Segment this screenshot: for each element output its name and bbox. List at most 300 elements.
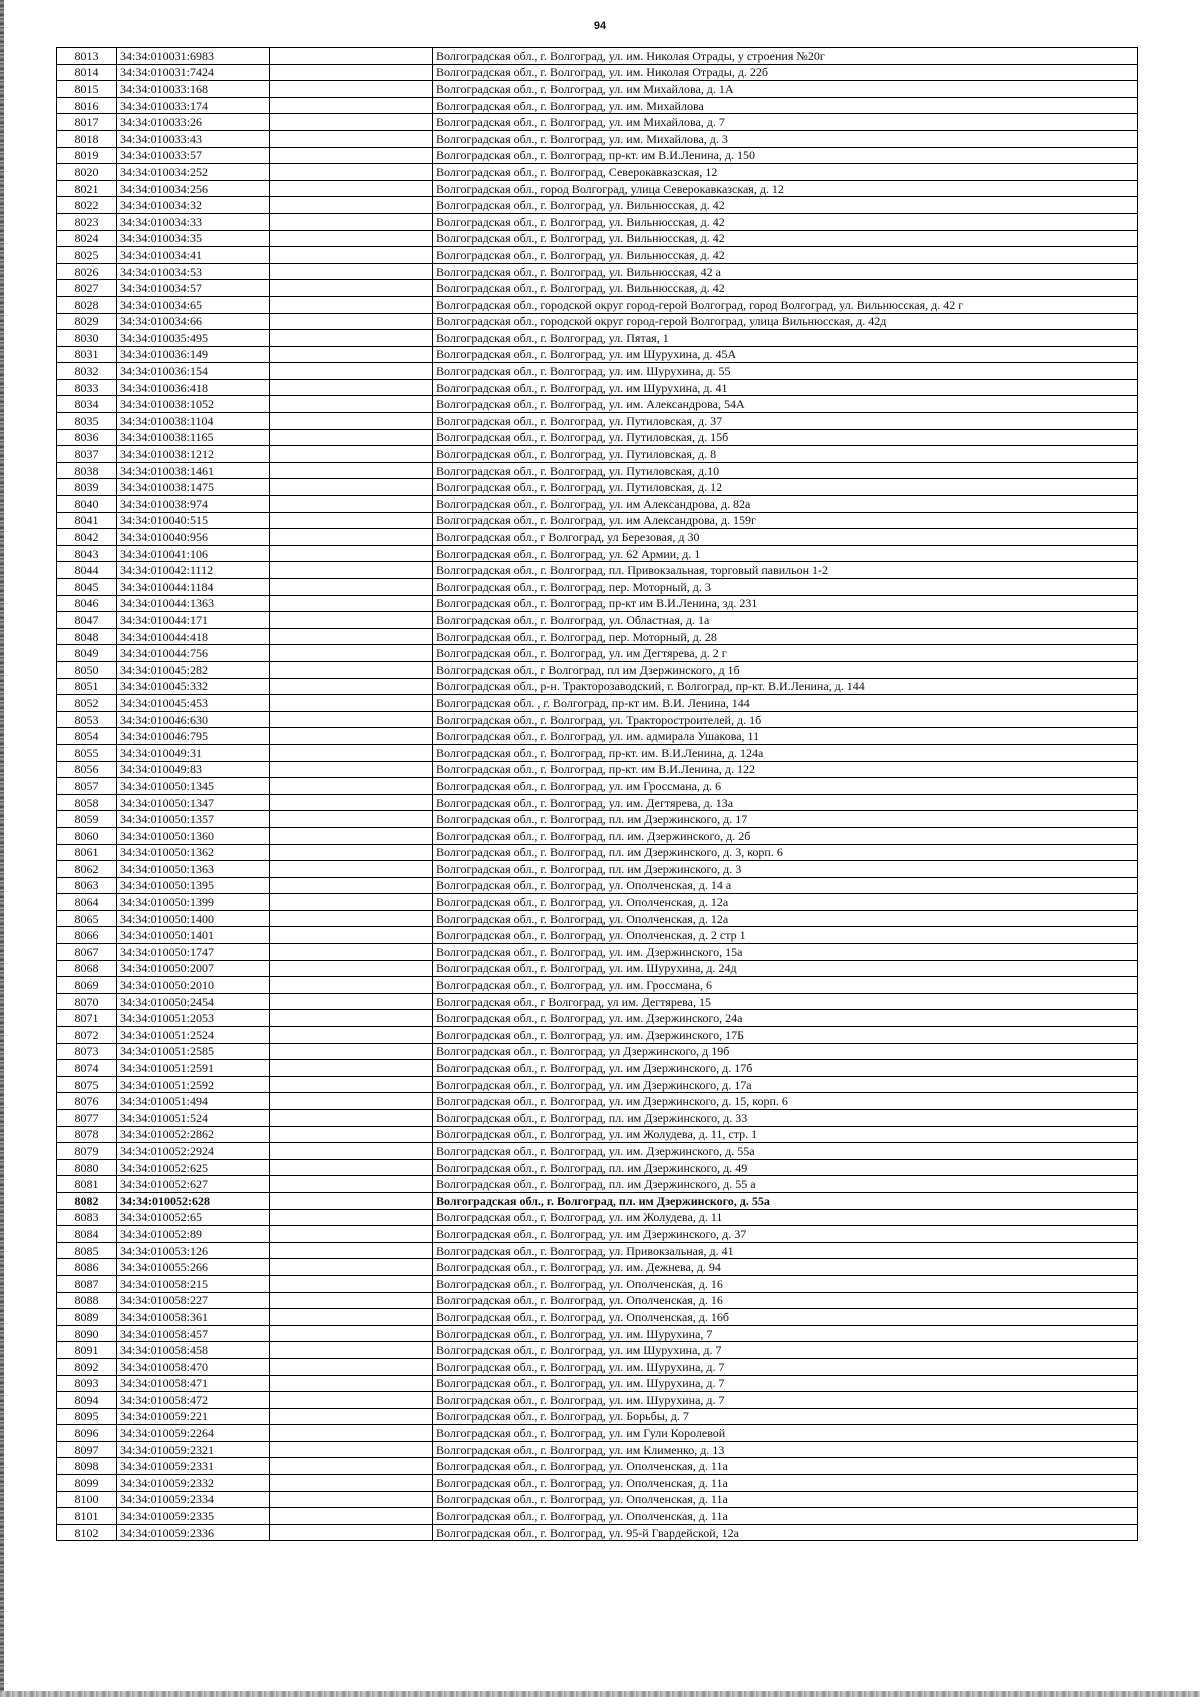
address: Волгоградская обл., городской округ город-герой Волгоград, город Волгоград, ул. Вильнюсская, д. 42 г (433, 296, 1138, 313)
address: Волгоградская обл., г. Волгоград, пл. Привокзальная, торговый павильон 1-2 (433, 562, 1138, 579)
row-number: 8018 (57, 130, 117, 147)
address: Волгоградская обл., г. Волгоград, ул. им Михайлова, д. 7 (433, 114, 1138, 131)
cadastral-number: 34:34:010051:494 (117, 1093, 270, 1110)
row-number: 8047 (57, 612, 117, 629)
row-number: 8035 (57, 413, 117, 430)
row-number: 8087 (57, 1275, 117, 1292)
table-row (57, 1508, 1138, 1525)
scan-edge-bottom (0, 1691, 1200, 1697)
empty-cell (270, 1524, 433, 1541)
address: Волгоградская обл., городской округ город-герой Волгоград, улица Вильнюсская, д. 42д (433, 313, 1138, 330)
table-row (57, 213, 1138, 230)
address: Волгоградская обл., г. Волгоград, ул. Путиловская, д. 15б (433, 429, 1138, 446)
address: Волгоградская обл., г. Волгоград, ул. им. Дзержинского, д. 55а (433, 1143, 1138, 1160)
address: Волгоградская обл., г. Волгоград, ул. Вильнюсская, д. 42 (433, 230, 1138, 247)
empty-cell (270, 1375, 433, 1392)
empty-cell (270, 1491, 433, 1508)
table-row (57, 413, 1138, 430)
empty-cell (270, 1458, 433, 1475)
table-row (57, 579, 1138, 596)
cadastral-number: 34:34:010052:89 (117, 1226, 270, 1243)
table-row (57, 1027, 1138, 1044)
row-number: 8084 (57, 1226, 117, 1243)
empty-cell (270, 1076, 433, 1093)
empty-cell (270, 1292, 433, 1309)
table-row (57, 1425, 1138, 1442)
address: Волгоградская обл., г. Волгоград, ул. им Дегтярева, д. 2 г (433, 645, 1138, 662)
table-row (57, 1060, 1138, 1077)
cadastral-number: 34:34:010058:215 (117, 1275, 270, 1292)
row-number: 8046 (57, 595, 117, 612)
page-number: 94 (593, 20, 607, 32)
empty-cell (270, 1441, 433, 1458)
empty-cell (270, 1508, 433, 1525)
address: Волгоградская обл., г. Волгоград, ул. им Гули Королевой (433, 1425, 1138, 1442)
address: Волгоградская обл., г. Волгоград, ул. Путиловская, д. 8 (433, 446, 1138, 463)
cadastral-number: 34:34:010038:1104 (117, 413, 270, 430)
address: Волгоградская обл., г. Волгоград, ул. им Александрова, д. 159г (433, 512, 1138, 529)
cadastral-number: 34:34:010033:43 (117, 130, 270, 147)
table-row (57, 1143, 1138, 1160)
cadastral-number: 34:34:010044:171 (117, 612, 270, 629)
table-row (57, 993, 1138, 1010)
empty-cell (270, 330, 433, 347)
row-number: 8013 (57, 48, 117, 65)
empty-cell (270, 64, 433, 81)
address: Волгоградская обл., г. Волгоград, ул. Ополченская, д. 11а (433, 1491, 1138, 1508)
empty-cell (270, 1143, 433, 1160)
empty-cell (270, 230, 433, 247)
cadastral-number: 34:34:010049:31 (117, 744, 270, 761)
row-number: 8062 (57, 861, 117, 878)
cadastral-number: 34:34:010059:221 (117, 1408, 270, 1425)
empty-cell (270, 744, 433, 761)
cadastral-number: 34:34:010044:756 (117, 645, 270, 662)
table-row (57, 977, 1138, 994)
address: Волгоградская обл., г. Волгоград, ул. им. Шурухина, д. 7 (433, 1358, 1138, 1375)
address: Волгоградская обл., г. Волгоград, ул. им. Дзержинского, 17Б (433, 1027, 1138, 1044)
table-row (57, 446, 1138, 463)
row-number: 8025 (57, 247, 117, 264)
cadastral-number: 34:34:010033:57 (117, 147, 270, 164)
cadastral-number: 34:34:010031:7424 (117, 64, 270, 81)
registry-table-body (57, 48, 1138, 1541)
row-number: 8040 (57, 496, 117, 513)
address: Волгоградская обл., г. Волгоград, пр-кт. им В.И.Ленина, д. 122 (433, 761, 1138, 778)
address: Волгоградская обл., г. Волгоград, ул. им. Шурухина, 7 (433, 1325, 1138, 1342)
empty-cell (270, 761, 433, 778)
cadastral-number: 34:34:010051:2591 (117, 1060, 270, 1077)
table-row (57, 1375, 1138, 1392)
address: Волгоградская обл., г. Волгоград, ул. Привокзальная, д. 41 (433, 1242, 1138, 1259)
address: Волгоградская обл., г. Волгоград, ул. Вильнюсская, д. 42 (433, 213, 1138, 230)
row-number: 8086 (57, 1259, 117, 1276)
row-number: 8065 (57, 910, 117, 927)
row-number: 8063 (57, 877, 117, 894)
table-row (57, 1242, 1138, 1259)
table-row (57, 247, 1138, 264)
table-row (57, 114, 1138, 131)
address: Волгоградская обл., г. Волгоград, пл. им Дзержинского, д. 55а (433, 1192, 1138, 1209)
cadastral-number: 34:34:010034:65 (117, 296, 270, 313)
row-number: 8023 (57, 213, 117, 230)
cadastral-number: 34:34:010052:65 (117, 1209, 270, 1226)
row-number: 8070 (57, 993, 117, 1010)
table-row (57, 612, 1138, 629)
row-number: 8085 (57, 1242, 117, 1259)
cadastral-number: 34:34:010038:974 (117, 496, 270, 513)
table-row (57, 811, 1138, 828)
cadastral-number: 34:34:010058:457 (117, 1325, 270, 1342)
empty-cell (270, 164, 433, 181)
address: Волгоградская обл., г. Волгоград, ул. им. Дзержинского, 15а (433, 944, 1138, 961)
address: Волгоградская обл., г. Волгоград, ул. Путиловская, д. 12 (433, 479, 1138, 496)
table-row (57, 695, 1138, 712)
address: Волгоградская обл., г. Волгоград, ул. им Жолудева, д. 11 (433, 1209, 1138, 1226)
address: Волгоградская обл., г. Волгоград, ул. им. адмирала Ушакова, 11 (433, 728, 1138, 745)
address: Волгоградская обл., г. Волгоград, ул. Ополченская, д. 2 стр 1 (433, 927, 1138, 944)
table-row (57, 778, 1138, 795)
empty-cell (270, 1093, 433, 1110)
address: Волгоградская обл., г. Волгоград, ул. им. Шурухина, д. 24д (433, 960, 1138, 977)
scan-edge-left (0, 0, 4, 1697)
empty-cell (270, 545, 433, 562)
address: Волгоградская обл., г. Волгоград, ул. им. Дзержинского, 24а (433, 1010, 1138, 1027)
row-number: 8036 (57, 429, 117, 446)
address: Волгоградская обл., г. Волгоград, ул. им. Николая Отрады, д. 22б (433, 64, 1138, 81)
cadastral-number: 34:34:010038:1461 (117, 462, 270, 479)
empty-cell (270, 247, 433, 264)
row-number: 8032 (57, 363, 117, 380)
cadastral-number: 34:34:010036:149 (117, 346, 270, 363)
empty-cell (270, 147, 433, 164)
row-number: 8101 (57, 1508, 117, 1525)
table-row (57, 1209, 1138, 1226)
row-number: 8064 (57, 894, 117, 911)
table-row (57, 910, 1138, 927)
cadastral-number: 34:34:010050:1400 (117, 910, 270, 927)
cadastral-number: 34:34:010050:2454 (117, 993, 270, 1010)
row-number: 8014 (57, 64, 117, 81)
address: Волгоградская обл., г. Волгоград, пр-кт. им В.И.Ленина, д. 150 (433, 147, 1138, 164)
table-row (57, 180, 1138, 197)
address: Волгоградская обл., г. Волгоград, ул. Областная, д. 1а (433, 612, 1138, 629)
table-row (57, 48, 1138, 65)
address: Волгоградская обл., г Волгоград, ул Березовая, д 30 (433, 529, 1138, 546)
cadastral-number: 34:34:010052:625 (117, 1159, 270, 1176)
empty-cell (270, 346, 433, 363)
row-number: 8079 (57, 1143, 117, 1160)
empty-cell (270, 429, 433, 446)
row-number: 8028 (57, 296, 117, 313)
cadastral-number: 34:34:010033:174 (117, 97, 270, 114)
empty-cell (270, 1192, 433, 1209)
table-row (57, 379, 1138, 396)
row-number: 8100 (57, 1491, 117, 1508)
empty-cell (270, 413, 433, 430)
cadastral-number: 34:34:010050:1345 (117, 778, 270, 795)
row-number: 8080 (57, 1159, 117, 1176)
empty-cell (270, 180, 433, 197)
cadastral-number: 34:34:010046:795 (117, 728, 270, 745)
cadastral-number: 34:34:010051:2053 (117, 1010, 270, 1027)
row-number: 8037 (57, 446, 117, 463)
cadastral-number: 34:34:010059:2335 (117, 1508, 270, 1525)
empty-cell (270, 827, 433, 844)
address: Волгоградская обл., г. Волгоград, ул. им. Дегтярева, д. 13а (433, 794, 1138, 811)
table-row (57, 97, 1138, 114)
table-row (57, 711, 1138, 728)
address: Волгоградская обл., г. Волгоград, ул. Тракторостроителей, д. 1б (433, 711, 1138, 728)
empty-cell (270, 728, 433, 745)
address: Волгоградская обл., город Волгоград, улица Северокавказская, д. 12 (433, 180, 1138, 197)
table-row (57, 330, 1138, 347)
address: Волгоградская обл., г. Волгоград, ул. Ополченская, д. 12а (433, 894, 1138, 911)
empty-cell (270, 993, 433, 1010)
address: Волгоградская обл., г. Волгоград, ул. им. Николая Отрады, у строения №20г (433, 48, 1138, 65)
row-number: 8034 (57, 396, 117, 413)
row-number: 8073 (57, 1043, 117, 1060)
empty-cell (270, 81, 433, 98)
table-row (57, 827, 1138, 844)
cadastral-number: 34:34:010050:1347 (117, 794, 270, 811)
cadastral-number: 34:34:010050:1401 (117, 927, 270, 944)
table-row (57, 363, 1138, 380)
table-row (57, 628, 1138, 645)
cadastral-number: 34:34:010034:32 (117, 197, 270, 214)
cadastral-number: 34:34:010051:2592 (117, 1076, 270, 1093)
address: Волгоградская обл., г. Волгоград, ул. им Шурухина, д. 45А (433, 346, 1138, 363)
table-row (57, 1093, 1138, 1110)
address: Волгоградская обл., г. Волгоград, ул. им Клименко, д. 13 (433, 1441, 1138, 1458)
row-number: 8094 (57, 1392, 117, 1409)
cadastral-number: 34:34:010053:126 (117, 1242, 270, 1259)
empty-cell (270, 1342, 433, 1359)
empty-cell (270, 1043, 433, 1060)
table-row (57, 512, 1138, 529)
empty-cell (270, 263, 433, 280)
address: Волгоградская обл., г. Волгоград, ул. им. Александрова, 54А (433, 396, 1138, 413)
empty-cell (270, 97, 433, 114)
row-number: 8054 (57, 728, 117, 745)
address: Волгоградская обл., г. Волгоград, ул. им Михайлова, д. 1А (433, 81, 1138, 98)
empty-cell (270, 1392, 433, 1409)
cadastral-number: 34:34:010044:1184 (117, 579, 270, 596)
cadastral-number: 34:34:010042:1112 (117, 562, 270, 579)
cadastral-number: 34:34:010059:2334 (117, 1491, 270, 1508)
empty-cell (270, 296, 433, 313)
row-number: 8082 (57, 1192, 117, 1209)
table-row (57, 396, 1138, 413)
table-row (57, 661, 1138, 678)
address: Волгоградская обл., г. Волгоград, Северокавказская, 12 (433, 164, 1138, 181)
address: Волгоградская обл., г. Волгоград, ул. Вильнюсская, д. 42 (433, 280, 1138, 297)
table-row (57, 1010, 1138, 1027)
table-row (57, 1159, 1138, 1176)
row-number: 8091 (57, 1342, 117, 1359)
empty-cell (270, 562, 433, 579)
address: Волгоградская обл., г. Волгоград, ул. Ополченская, д. 14 а (433, 877, 1138, 894)
empty-cell (270, 628, 433, 645)
address: Волгоградская обл., г. Волгоград, пл. им Дзержинского, д. 49 (433, 1159, 1138, 1176)
cadastral-number: 34:34:010050:1747 (117, 944, 270, 961)
address: Волгоградская обл., г. Волгоград, ул. им Гроссмана, д. 6 (433, 778, 1138, 795)
empty-cell (270, 197, 433, 214)
row-number: 8026 (57, 263, 117, 280)
cadastral-number: 34:34:010038:1212 (117, 446, 270, 463)
cadastral-number: 34:34:010045:453 (117, 695, 270, 712)
address: Волгоградская обл., г. Волгоград, ул. 95-й Гвардейской, 12а (433, 1524, 1138, 1541)
cadastral-number: 34:34:010050:1357 (117, 811, 270, 828)
empty-cell (270, 1425, 433, 1442)
row-number: 8016 (57, 97, 117, 114)
address: Волгоградская обл., г. Волгоград, ул. им Дзержинского, д. 37 (433, 1226, 1138, 1243)
row-number: 8061 (57, 844, 117, 861)
empty-cell (270, 1408, 433, 1425)
cadastral-number: 34:34:010058:458 (117, 1342, 270, 1359)
row-number: 8029 (57, 313, 117, 330)
table-row (57, 562, 1138, 579)
address: Волгоградская обл., г. Волгоград, ул. Ополченская, д. 16 (433, 1275, 1138, 1292)
address: Волгоградская обл., г. Волгоград, пр-кт им В.И.Ленина, зд. 231 (433, 595, 1138, 612)
row-number: 8078 (57, 1126, 117, 1143)
empty-cell (270, 529, 433, 546)
address: Волгоградская обл., г. Волгоград, ул. Путиловская, д. 37 (433, 413, 1138, 430)
address: Волгоградская обл. , г. Волгоград, пр-кт им. В.И. Ленина, 144 (433, 695, 1138, 712)
empty-cell (270, 778, 433, 795)
table-row (57, 678, 1138, 695)
row-number: 8069 (57, 977, 117, 994)
cadastral-number: 34:34:010031:6983 (117, 48, 270, 65)
empty-cell (270, 844, 433, 861)
cadastral-number: 34:34:010052:2924 (117, 1143, 270, 1160)
row-number: 8097 (57, 1441, 117, 1458)
table-row (57, 462, 1138, 479)
cadastral-number: 34:34:010034:252 (117, 164, 270, 181)
table-row (57, 1358, 1138, 1375)
address: Волгоградская обл., г. Волгоград, ул. Ополченская, д. 16 (433, 1292, 1138, 1309)
cadastral-number: 34:34:010040:956 (117, 529, 270, 546)
empty-cell (270, 1060, 433, 1077)
address: Волгоградская обл., г. Волгоград, пл. им Дзержинского, д. 3 (433, 861, 1138, 878)
cadastral-number: 34:34:010050:2010 (117, 977, 270, 994)
empty-cell (270, 1242, 433, 1259)
cadastral-number: 34:34:010051:2524 (117, 1027, 270, 1044)
row-number: 8074 (57, 1060, 117, 1077)
empty-cell (270, 1010, 433, 1027)
address: Волгоградская обл., г. Волгоград, ул. Вильнюсская, 42 а (433, 263, 1138, 280)
row-number: 8102 (57, 1524, 117, 1541)
cadastral-number: 34:34:010033:26 (117, 114, 270, 131)
row-number: 8093 (57, 1375, 117, 1392)
cadastral-number: 34:34:010052:627 (117, 1176, 270, 1193)
address: Волгоградская обл., г. Волгоград, ул. им Дзержинского, д. 17б (433, 1060, 1138, 1077)
empty-cell (270, 114, 433, 131)
row-number: 8041 (57, 512, 117, 529)
row-number: 8083 (57, 1209, 117, 1226)
table-row (57, 1043, 1138, 1060)
row-number: 8081 (57, 1176, 117, 1193)
row-number: 8031 (57, 346, 117, 363)
table-row (57, 944, 1138, 961)
empty-cell (270, 1126, 433, 1143)
address: Волгоградская обл., г. Волгоград, ул. Борьбы, д. 7 (433, 1408, 1138, 1425)
table-row (57, 1076, 1138, 1093)
empty-cell (270, 462, 433, 479)
cadastral-number: 34:34:010044:1363 (117, 595, 270, 612)
cadastral-number: 34:34:010034:35 (117, 230, 270, 247)
row-number: 8059 (57, 811, 117, 828)
address: Волгоградская обл., г. Волгоград, пр-кт. им. В.И.Ленина, д. 124а (433, 744, 1138, 761)
row-number: 8072 (57, 1027, 117, 1044)
row-number: 8017 (57, 114, 117, 131)
empty-cell (270, 1159, 433, 1176)
address: Волгоградская обл., г. Волгоград, пл. им Дзержинского, д. 3, корп. 6 (433, 844, 1138, 861)
empty-cell (270, 678, 433, 695)
address: Волгоградская обл., г. Волгоград, пл. им. Дзержинского, д. 2б (433, 827, 1138, 844)
empty-cell (270, 695, 433, 712)
table-row (57, 197, 1138, 214)
row-number: 8020 (57, 164, 117, 181)
table-row (57, 1458, 1138, 1475)
empty-cell (270, 960, 433, 977)
table-row (57, 1408, 1138, 1425)
cadastral-number: 34:34:010034:57 (117, 280, 270, 297)
cadastral-number: 34:34:010059:2332 (117, 1475, 270, 1492)
table-row (57, 1441, 1138, 1458)
row-number: 8039 (57, 479, 117, 496)
cadastral-number: 34:34:010058:227 (117, 1292, 270, 1309)
empty-cell (270, 944, 433, 961)
cadastral-number: 34:34:010036:154 (117, 363, 270, 380)
address: Волгоградская обл., г. Волгоград, ул. Ополченская, д. 11а (433, 1458, 1138, 1475)
table-row (57, 1126, 1138, 1143)
cadastral-number: 34:34:010046:630 (117, 711, 270, 728)
table-row (57, 230, 1138, 247)
empty-cell (270, 48, 433, 65)
table-row (57, 1110, 1138, 1127)
row-number: 8090 (57, 1325, 117, 1342)
empty-cell (270, 363, 433, 380)
row-number: 8058 (57, 794, 117, 811)
table-row (57, 1325, 1138, 1342)
empty-cell (270, 496, 433, 513)
cadastral-number: 34:34:010041:106 (117, 545, 270, 562)
cadastral-number: 34:34:010058:470 (117, 1358, 270, 1375)
cadastral-number: 34:34:010059:2321 (117, 1441, 270, 1458)
address: Волгоградская обл., г. Волгоград, ул. Вильнюсская, д. 42 (433, 197, 1138, 214)
row-number: 8075 (57, 1076, 117, 1093)
cadastral-number: 34:34:010050:1362 (117, 844, 270, 861)
cadastral-number: 34:34:010033:168 (117, 81, 270, 98)
table-row (57, 496, 1138, 513)
cadastral-number: 34:34:010034:41 (117, 247, 270, 264)
table-row (57, 1292, 1138, 1309)
address: Волгоградская обл., г. Волгоград, ул. им. Михайлова (433, 97, 1138, 114)
address: Волгоградская обл., г. Волгоград, пер. Моторный, д. 28 (433, 628, 1138, 645)
row-number: 8077 (57, 1110, 117, 1127)
row-number: 8044 (57, 562, 117, 579)
row-number: 8042 (57, 529, 117, 546)
table-row (57, 1226, 1138, 1243)
cadastral-number: 34:34:010050:1360 (117, 827, 270, 844)
table-row (57, 81, 1138, 98)
cadastral-number: 34:34:010040:515 (117, 512, 270, 529)
row-number: 8092 (57, 1358, 117, 1375)
row-number: 8015 (57, 81, 117, 98)
address: Волгоградская обл., г. Волгоград, ул. им Александрова, д. 82а (433, 496, 1138, 513)
empty-cell (270, 313, 433, 330)
